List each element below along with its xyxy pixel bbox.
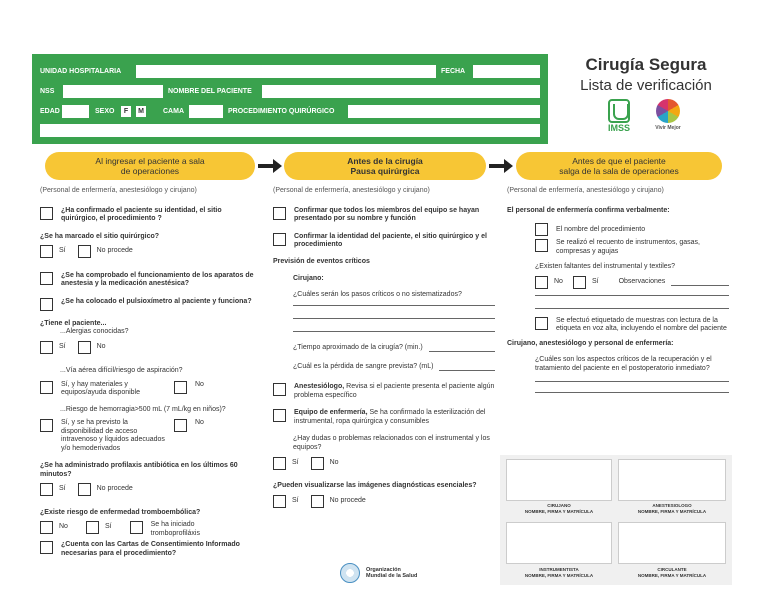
checkbox[interactable] xyxy=(573,276,586,289)
label-sexo: SEXO xyxy=(95,108,115,115)
signature-label-instrumentista xyxy=(506,567,612,578)
anestesiologo-text: Revisa si el paciente presenta el paciente algún problema específico xyxy=(294,383,495,399)
phase-2-line1: Antes de la cirugía xyxy=(347,156,423,166)
q-alergias-options xyxy=(40,341,255,358)
q-hemorragia: ...Riesgo de hemorragia>500 mL (7 mL/kg en niños)? xyxy=(60,405,226,413)
signature-role: ANESTESIOLOGO xyxy=(652,503,692,508)
option-si: Sí xyxy=(292,459,299,467)
checkbox[interactable] xyxy=(86,521,99,534)
phase-1-line1: Al ingresar el paciente a sala xyxy=(95,156,205,166)
checkbox[interactable] xyxy=(40,272,53,285)
confirma-verbal: El personal de enfermería confirma verbalmente: xyxy=(507,206,670,214)
checkbox[interactable] xyxy=(130,521,143,534)
checkbox[interactable] xyxy=(273,495,286,508)
edad-field[interactable] xyxy=(62,105,89,118)
signature-sub: NOMBRE, FIRMA Y MATRÍCULA xyxy=(524,508,594,514)
q-via-aerea-si: Sí, y hay materiales y equipos/ayuda disponible xyxy=(61,380,141,396)
checkbox[interactable] xyxy=(40,541,53,554)
option-no-procede: No procede xyxy=(96,485,133,493)
checkbox[interactable] xyxy=(174,419,187,432)
signature-role: INSTRUMENTISTA xyxy=(539,567,579,572)
oms-logo xyxy=(340,563,417,583)
imss-eagle-icon xyxy=(608,99,630,123)
label-nss: NSS xyxy=(40,88,55,95)
signature-sub: NOMBRE, FIRMA Y MATRÍCULA xyxy=(637,508,707,514)
col3-header: (Personal de enfermería, anestesiólogo y cirujano) xyxy=(507,187,664,194)
q-pulsioximetro-text: ¿Se ha colocado el pulsioxímetro al paciente y funciona? xyxy=(61,297,252,305)
signature-sub: NOMBRE, FIRMA Y MATRÍCULA xyxy=(524,572,594,578)
q-tiene-paciente: ¿Tiene el paciente... xyxy=(40,319,107,327)
answer-line[interactable] xyxy=(671,285,729,286)
answer-line[interactable] xyxy=(293,318,495,319)
checkbox[interactable] xyxy=(40,419,53,432)
q-sitio-options xyxy=(40,245,255,262)
answer-line[interactable] xyxy=(535,308,729,309)
nss-field[interactable] xyxy=(63,85,163,98)
cirujano-anestesiologo-enfermeria: Cirujano, anestesiólogo y personal de enfermería: xyxy=(507,339,674,347)
q-profilaxis-options xyxy=(40,483,255,500)
q-anestesia xyxy=(40,272,255,289)
enfermeria-text: Se ha confirmado la esterilización del instrumental, ropa quirúrgica y consumibles xyxy=(294,409,486,425)
signature-sub: NOMBRE, FIRMA Y MATRÍCULA xyxy=(637,572,707,578)
signature-box-cirujano[interactable] xyxy=(506,459,612,501)
c-presentacion xyxy=(273,207,495,224)
q-identidad-text: ¿Ha confirmado el paciente su identidad, el sitio quirúrgico, el procedimiento ? xyxy=(61,206,222,222)
checkbox[interactable] xyxy=(40,341,53,354)
answer-line[interactable] xyxy=(535,295,729,296)
q-identidad xyxy=(40,207,255,224)
signature-box-anestesiologo[interactable] xyxy=(618,459,726,501)
prevision-eventos: Previsión de eventos críticos xyxy=(273,257,370,265)
c-enfermeria xyxy=(273,409,495,426)
q-consentimiento xyxy=(40,541,255,558)
oms-line2: Mundial de la Salud xyxy=(366,573,418,579)
q-tromboembolica-options xyxy=(40,521,255,538)
q-alergias: ...Alergias conocidas? xyxy=(60,328,129,335)
answer-line[interactable] xyxy=(429,351,495,352)
phase-3-line2: salga de la sala de operaciones xyxy=(559,166,679,176)
perdida-sangre: ¿Cuál es la pérdida de sangre prevista? (mL) xyxy=(293,362,434,370)
oms-line1: Organización xyxy=(366,567,401,573)
option-no: No xyxy=(329,459,339,467)
q-pulsioximetro xyxy=(40,298,255,311)
label-unidad: UNIDAD HOSPITALARIA xyxy=(40,68,122,75)
answer-line[interactable] xyxy=(293,331,495,332)
c-anestesiologo xyxy=(273,383,495,400)
globe-icon xyxy=(340,563,360,583)
q-hemorragia-si: Sí, y se ha previsto la disponibilidad de acceso intravenoso y líquidos adecuados y/o hemoderivados xyxy=(61,419,165,452)
checkbox[interactable] xyxy=(40,298,53,311)
anestesiologo-label: Anestesiólogo, xyxy=(294,383,345,390)
checkbox[interactable] xyxy=(273,207,286,220)
checkbox[interactable] xyxy=(273,457,286,470)
signature-label-cirujano xyxy=(506,503,612,514)
cama-field[interactable] xyxy=(189,105,223,118)
label-fecha: FECHA xyxy=(441,68,466,75)
vivir-mejor-logo xyxy=(648,99,688,131)
option-no-procede: No procede xyxy=(329,497,366,505)
q-dudas: ¿Hay dudas o problemas relacionados con el instrumental y los equipos? xyxy=(293,435,490,451)
signature-role: CIRCULANTE xyxy=(657,567,687,572)
signature-role: CIRUJANO xyxy=(547,503,571,508)
option-si: Sí xyxy=(104,523,112,531)
c-identidad xyxy=(273,233,495,250)
c-recuento xyxy=(535,239,729,256)
option-si: Sí xyxy=(591,277,599,285)
option-no: No xyxy=(59,523,68,531)
title-lista-verificacion: Lista de verificación xyxy=(580,77,712,94)
option-si: Sí xyxy=(59,342,66,350)
answer-line[interactable] xyxy=(439,370,495,371)
signature-label-circulante xyxy=(618,567,726,578)
option-no: No xyxy=(96,342,106,350)
imss-logo xyxy=(604,99,634,133)
column-pausa xyxy=(273,187,495,512)
phase-3-pill xyxy=(516,152,722,180)
q-hemorragia-options xyxy=(40,419,255,453)
q-anestesia-text: ¿Se ha comprobado el funcionamiento de los aparatos de anestesia y la medicación anestésica? xyxy=(61,271,254,287)
tiempo-row xyxy=(293,344,495,353)
checkbox[interactable] xyxy=(78,483,91,496)
phase-2-pill xyxy=(284,152,486,180)
column-ingreso xyxy=(40,187,255,558)
procedimiento-field[interactable] xyxy=(348,105,540,118)
checkbox[interactable] xyxy=(535,223,548,236)
checkbox[interactable] xyxy=(273,233,286,246)
sexo-m-box[interactable]: M xyxy=(136,106,146,117)
checkbox[interactable] xyxy=(535,239,548,252)
option-no: No xyxy=(195,419,204,426)
checkbox[interactable] xyxy=(40,245,53,258)
enfermeria-label: Equipo de enfermería, xyxy=(294,409,368,416)
phase-3-line1: Antes de que el paciente xyxy=(572,156,666,166)
col2-header: (Personal de enfermería, anestesiólogo y cirujano) xyxy=(273,187,430,194)
q-dudas-options xyxy=(273,457,495,474)
c-presentacion-text: Confirmar que todos los miembros del equipo se hayan presentado por su nombre y función xyxy=(294,206,480,222)
checkbox[interactable] xyxy=(273,383,286,396)
unidad-field[interactable] xyxy=(136,65,436,78)
title-cirugia-segura: Cirugía Segura xyxy=(585,55,707,74)
arrow-right-icon xyxy=(489,159,513,173)
recuento-text: Se realizó el recuento de instrumentos, gasas, compresas y agujas xyxy=(556,239,700,255)
checkbox[interactable] xyxy=(311,495,324,508)
label-nombre-paciente: NOMBRE DEL PACIENTE xyxy=(168,88,252,95)
flower-icon xyxy=(656,99,680,123)
q-aspectos-criticos: ¿Cuáles son los aspectos críticos de la recuperación y el tratamiento del paciente en el postoperatorio inmediato? xyxy=(535,356,712,372)
option-no: No xyxy=(554,277,563,285)
col1-header: (Personal de enfermería, anestesiólogo y cirujano) xyxy=(40,187,197,194)
option-si: Sí xyxy=(59,485,66,493)
q-profilaxis: ¿Se ha administrado profilaxis antibiótica en los últimos 60 minutos? xyxy=(40,462,238,478)
checkbox[interactable] xyxy=(40,207,53,220)
nombre-paciente-field[interactable] xyxy=(262,85,540,98)
q-via-aerea-options xyxy=(40,381,255,398)
q-sitio-marcado: ¿Se ha marcado el sitio quirúrgico? xyxy=(40,232,160,240)
checkbox[interactable] xyxy=(40,381,53,394)
phase-2-line2: Pausa quirúrgica xyxy=(350,166,420,176)
column-salida xyxy=(507,187,729,393)
q-via-aerea: ...Vía aérea difícil/riesgo de aspiración? xyxy=(60,367,183,374)
perdida-row xyxy=(293,363,495,372)
procedimiento-field-2[interactable] xyxy=(40,124,540,137)
option-si: Sí xyxy=(292,497,299,505)
checkbox[interactable] xyxy=(273,409,286,422)
signature-box-instrumentista[interactable] xyxy=(506,522,612,564)
q-consentimiento-text: ¿Cuenta con las Cartas de Consentimiento Informado necesarias para el procedimiento? xyxy=(61,541,240,557)
pasos-criticos: ¿Cuáles serán los pasos críticos o no sistematizados? xyxy=(293,290,462,298)
label-edad: EDAD xyxy=(40,108,60,115)
nombre-procedimiento-text: El nombre del procedimiento xyxy=(556,226,646,233)
arrow-right-icon xyxy=(258,159,282,173)
phase-1-line2: de operaciones xyxy=(120,166,180,176)
q-imagenes-options xyxy=(273,495,495,512)
tiempo-cirugia: ¿Tiempo aproximado de la cirugía? (min.) xyxy=(293,344,423,351)
phase-1-pill xyxy=(45,152,255,180)
option-si: Sí xyxy=(59,247,66,255)
checkbox[interactable] xyxy=(535,276,548,289)
checkbox[interactable] xyxy=(174,381,187,394)
answer-line[interactable] xyxy=(293,305,495,306)
checkbox[interactable] xyxy=(311,457,324,470)
answer-line[interactable] xyxy=(535,392,729,393)
vivir-mejor-text: Vivir Mejor xyxy=(655,125,681,131)
observaciones-label: Observaciones xyxy=(618,277,666,285)
q-faltantes: ¿Existen faltantes del instrumental y textiles? xyxy=(535,263,676,270)
fecha-field[interactable] xyxy=(473,65,540,78)
q-tromboprofilaxis: Se ha iniciado tromboprofiláxis xyxy=(150,521,200,537)
checkbox[interactable] xyxy=(78,245,91,258)
checkbox[interactable] xyxy=(78,341,91,354)
label-cama: CAMA xyxy=(163,108,184,115)
q-tromboembolica: ¿Existe riesgo de enfermedad tromboembólica? xyxy=(40,508,201,516)
q-faltantes-options xyxy=(535,276,729,289)
sexo-f-box[interactable]: F xyxy=(121,106,131,117)
etiquetado-text: Se efectuó etiquetado de muestras con lectura de la etiqueta en voz alta, incluyendo el nombre del paciente xyxy=(556,316,727,332)
answer-line[interactable] xyxy=(535,381,729,382)
checkbox[interactable] xyxy=(40,483,53,496)
signature-label-anestesiologo xyxy=(618,503,726,514)
option-no: No xyxy=(195,380,204,388)
q-imagenes: ¿Pueden visualizarse las imágenes diagnósticas esenciales? xyxy=(273,481,477,489)
signature-box-circulante[interactable] xyxy=(618,522,726,564)
imss-logo-text: IMSS xyxy=(607,123,630,133)
label-procedimiento: PROCEDIMIENTO QUIRÚRGICO xyxy=(228,108,335,115)
option-no-procede: No procede xyxy=(96,247,133,255)
cirujano-label: Cirujano: xyxy=(293,275,324,282)
checkbox[interactable] xyxy=(40,521,53,534)
c-nombre-procedimiento xyxy=(535,223,729,236)
c-etiquetado xyxy=(535,317,729,334)
checkbox[interactable] xyxy=(535,317,548,330)
c-identidad-text: Confirmar la identidad del paciente, el sitio quirúrgico y el procedimiento xyxy=(294,232,487,248)
